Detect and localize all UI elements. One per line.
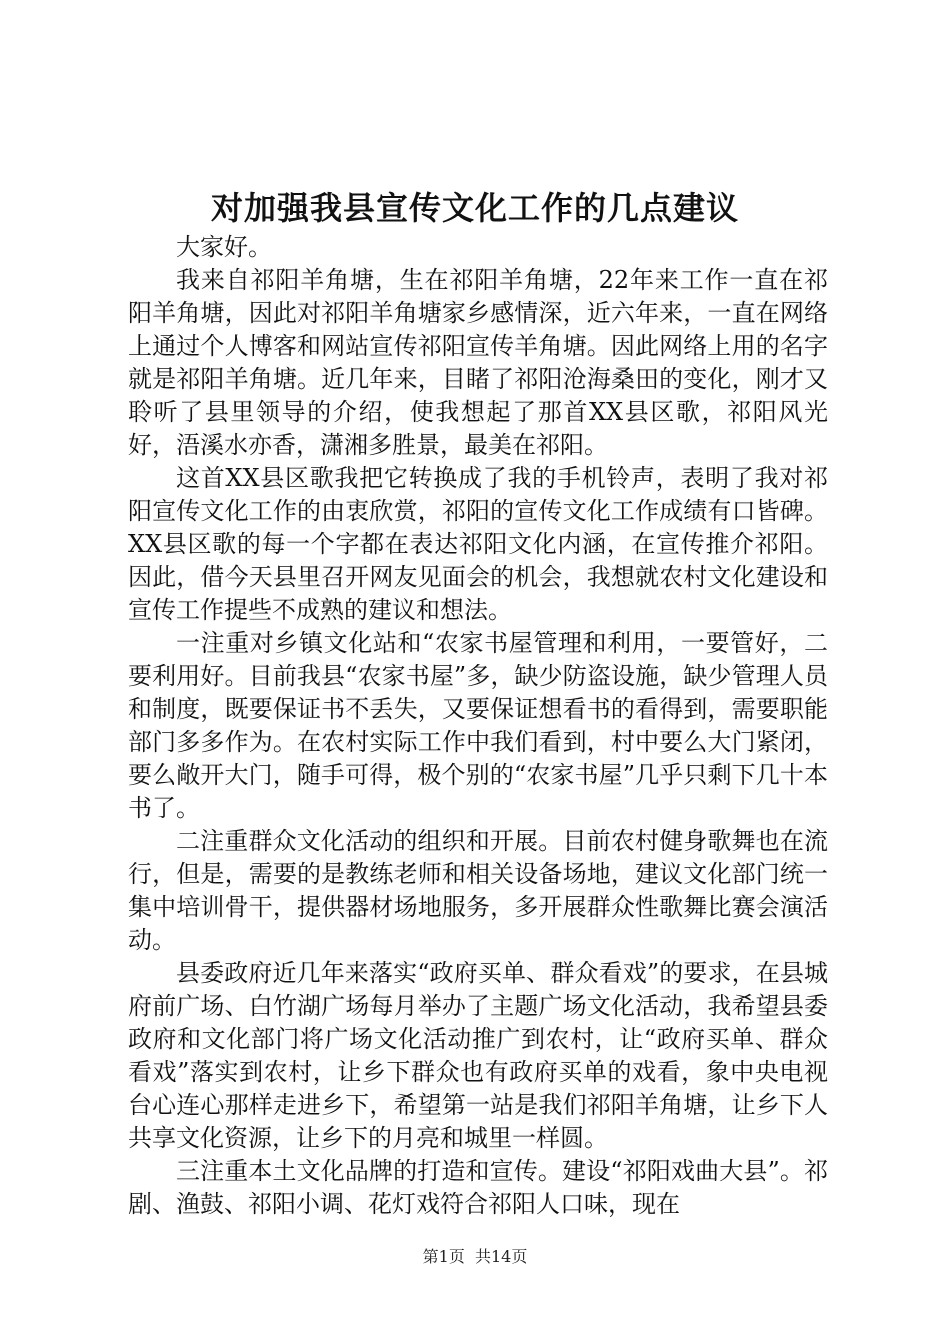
document-title: 对加强我县宣传文化工作的几点建议 [210,189,739,227]
document-body [128,231,828,1221]
paragraph-intro: 我来自祁阳羊角塘，生在祁阳羊角塘，22年来工作一直在祁阳羊角塘，因此对祁阳羊角塘家乡感情深，近六年来，一直在网络上通过个人博客和网站宣传祁阳宣传羊角塘。因此网络上用的名字就是祁阳羊角塘。近几年来，目睹了祁阳沧海桑田的变化，刚才又聆听了县里领导的介绍，使我想起了那首XX县区歌，祁阳风光好，浯溪水亦香，潇湘多胜景，最美在祁阳。 [128,266,828,459]
page-number: 第1页 共14页 [422,1247,528,1266]
paragraph-point-three: 三注重本土文化品牌的打造和宣传。建设“祁阳戏曲大县”。祁剧、渔鼓、祁阳小调、花灯戏符合祁阳人口味，现在 [128,1157,828,1218]
paragraph-song: 这首XX县区歌我把它转换成了我的手机铃声，表明了我对祁阳宣传文化工作的由衷欣赏，祁阳的宣传文化工作成绩有口皆碑。XX县区歌的每一个字都在表达祁阳文化内涵，在宣传推介祁阳。因此，借今天县里召开网友见面会的机会，我想就农村文化建设和宣传工作提些不成熟的建议和想法。 [128,464,828,624]
paragraph-greeting: 大家好。 [176,233,272,261]
paragraph-government: 县委政府近几年来落实“政府买单、群众看戏”的要求，在县城府前广场、白竹湖广场每月举办了主题广场文化活动，我希望县委政府和文化部门将广场文化活动推广到农村，让“政府买单、群众看戏”落实到农村，让乡下群众也有政府买单的戏看，象中央电视台心连心那样走进乡下，希望第一站是我们祁阳羊角塘，让乡下人共享文化资源，让乡下的月亮和城里一样圆。 [128,959,828,1152]
paragraph-point-two: 二注重群众文化活动的组织和开展。目前农村健身歌舞也在流行，但是，需要的是教练老师和相关设备场地，建议文化部门统一集中培训骨干，提供器材场地服务，多开展群众性歌舞比赛会演活动。 [128,827,828,954]
page-footer [0,1244,950,1267]
paragraph-point-one: 一注重对乡镇文化站和“农家书屋管理和利用，一要管好，二要利用好。目前我县“农家书屋”多，缺少防盗设施，缺少管理人员和制度，既要保证书不丢失，又要保证想看书的看得到，需要职能部门多多作为。在农村实际工作中我们看到，村中要么大门紧闭，要么敞开大门，随手可得，极个别的“农家书屋”几乎只剩下几十本书了。 [128,629,828,822]
